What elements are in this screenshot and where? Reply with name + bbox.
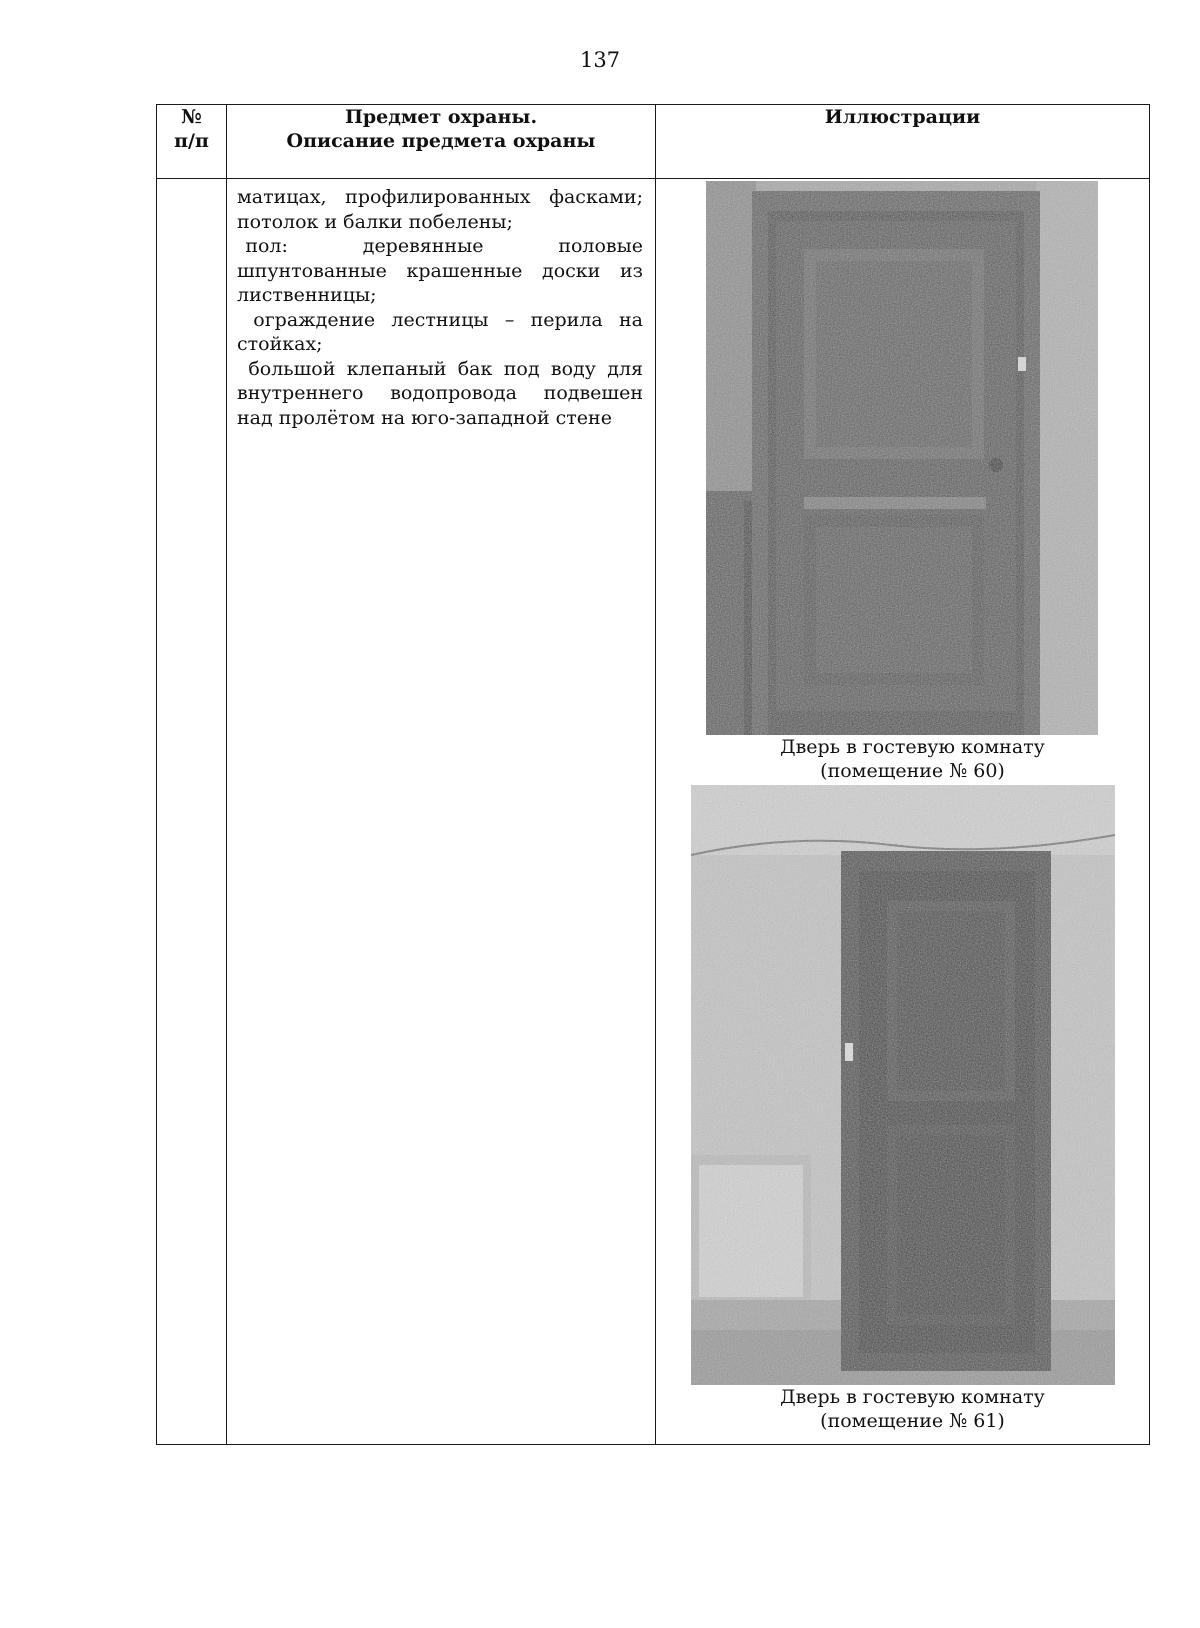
caption-line: (помещение № 61)	[820, 1410, 1005, 1432]
caption-line: (помещение № 60)	[820, 760, 1005, 782]
description-line: ограждение лестницы – перила на	[237, 308, 643, 331]
description-line: внутреннего водопровода подвешен	[237, 382, 643, 404]
description-line: пол: деревянные половые	[237, 235, 643, 257]
header-description	[227, 105, 656, 179]
header-description-line2: Описание предмета охраны	[286, 130, 596, 152]
table-row	[157, 179, 1150, 1445]
heritage-table	[156, 104, 1150, 1445]
description-line: большой клепаный бак под воду для	[237, 357, 643, 380]
description-line: шпунтованные крашенные доски из	[237, 259, 643, 282]
description-line: матицах, профилированных фасками;	[237, 186, 643, 208]
description-line: стойках;	[237, 333, 323, 355]
header-number-line2: п/п	[174, 130, 209, 152]
table-header-row	[157, 105, 1150, 179]
caption-line: Дверь в гостевую комнату	[780, 1386, 1045, 1408]
photo-caption-61	[676, 1385, 1149, 1433]
description-line: лиственницы;	[237, 284, 377, 306]
header-description-line1: Предмет охраны.	[344, 106, 538, 128]
number-cell	[157, 179, 227, 1445]
description-cell	[227, 179, 656, 1445]
caption-line: Дверь в гостевую комнату	[780, 736, 1045, 758]
illustrations-cell	[656, 179, 1150, 1445]
header-number-line1: №	[181, 106, 202, 128]
header-illustrations: Иллюстрации	[656, 105, 1150, 179]
door-photo-60	[706, 181, 1098, 735]
header-number	[157, 105, 227, 179]
description-line: над пролётом на юго-западной стене	[237, 406, 612, 429]
page-number: 137	[579, 48, 621, 72]
door-photo-61	[691, 785, 1115, 1385]
description-line: потолок и балки побелены;	[237, 210, 513, 233]
photo-caption-60	[676, 735, 1149, 783]
